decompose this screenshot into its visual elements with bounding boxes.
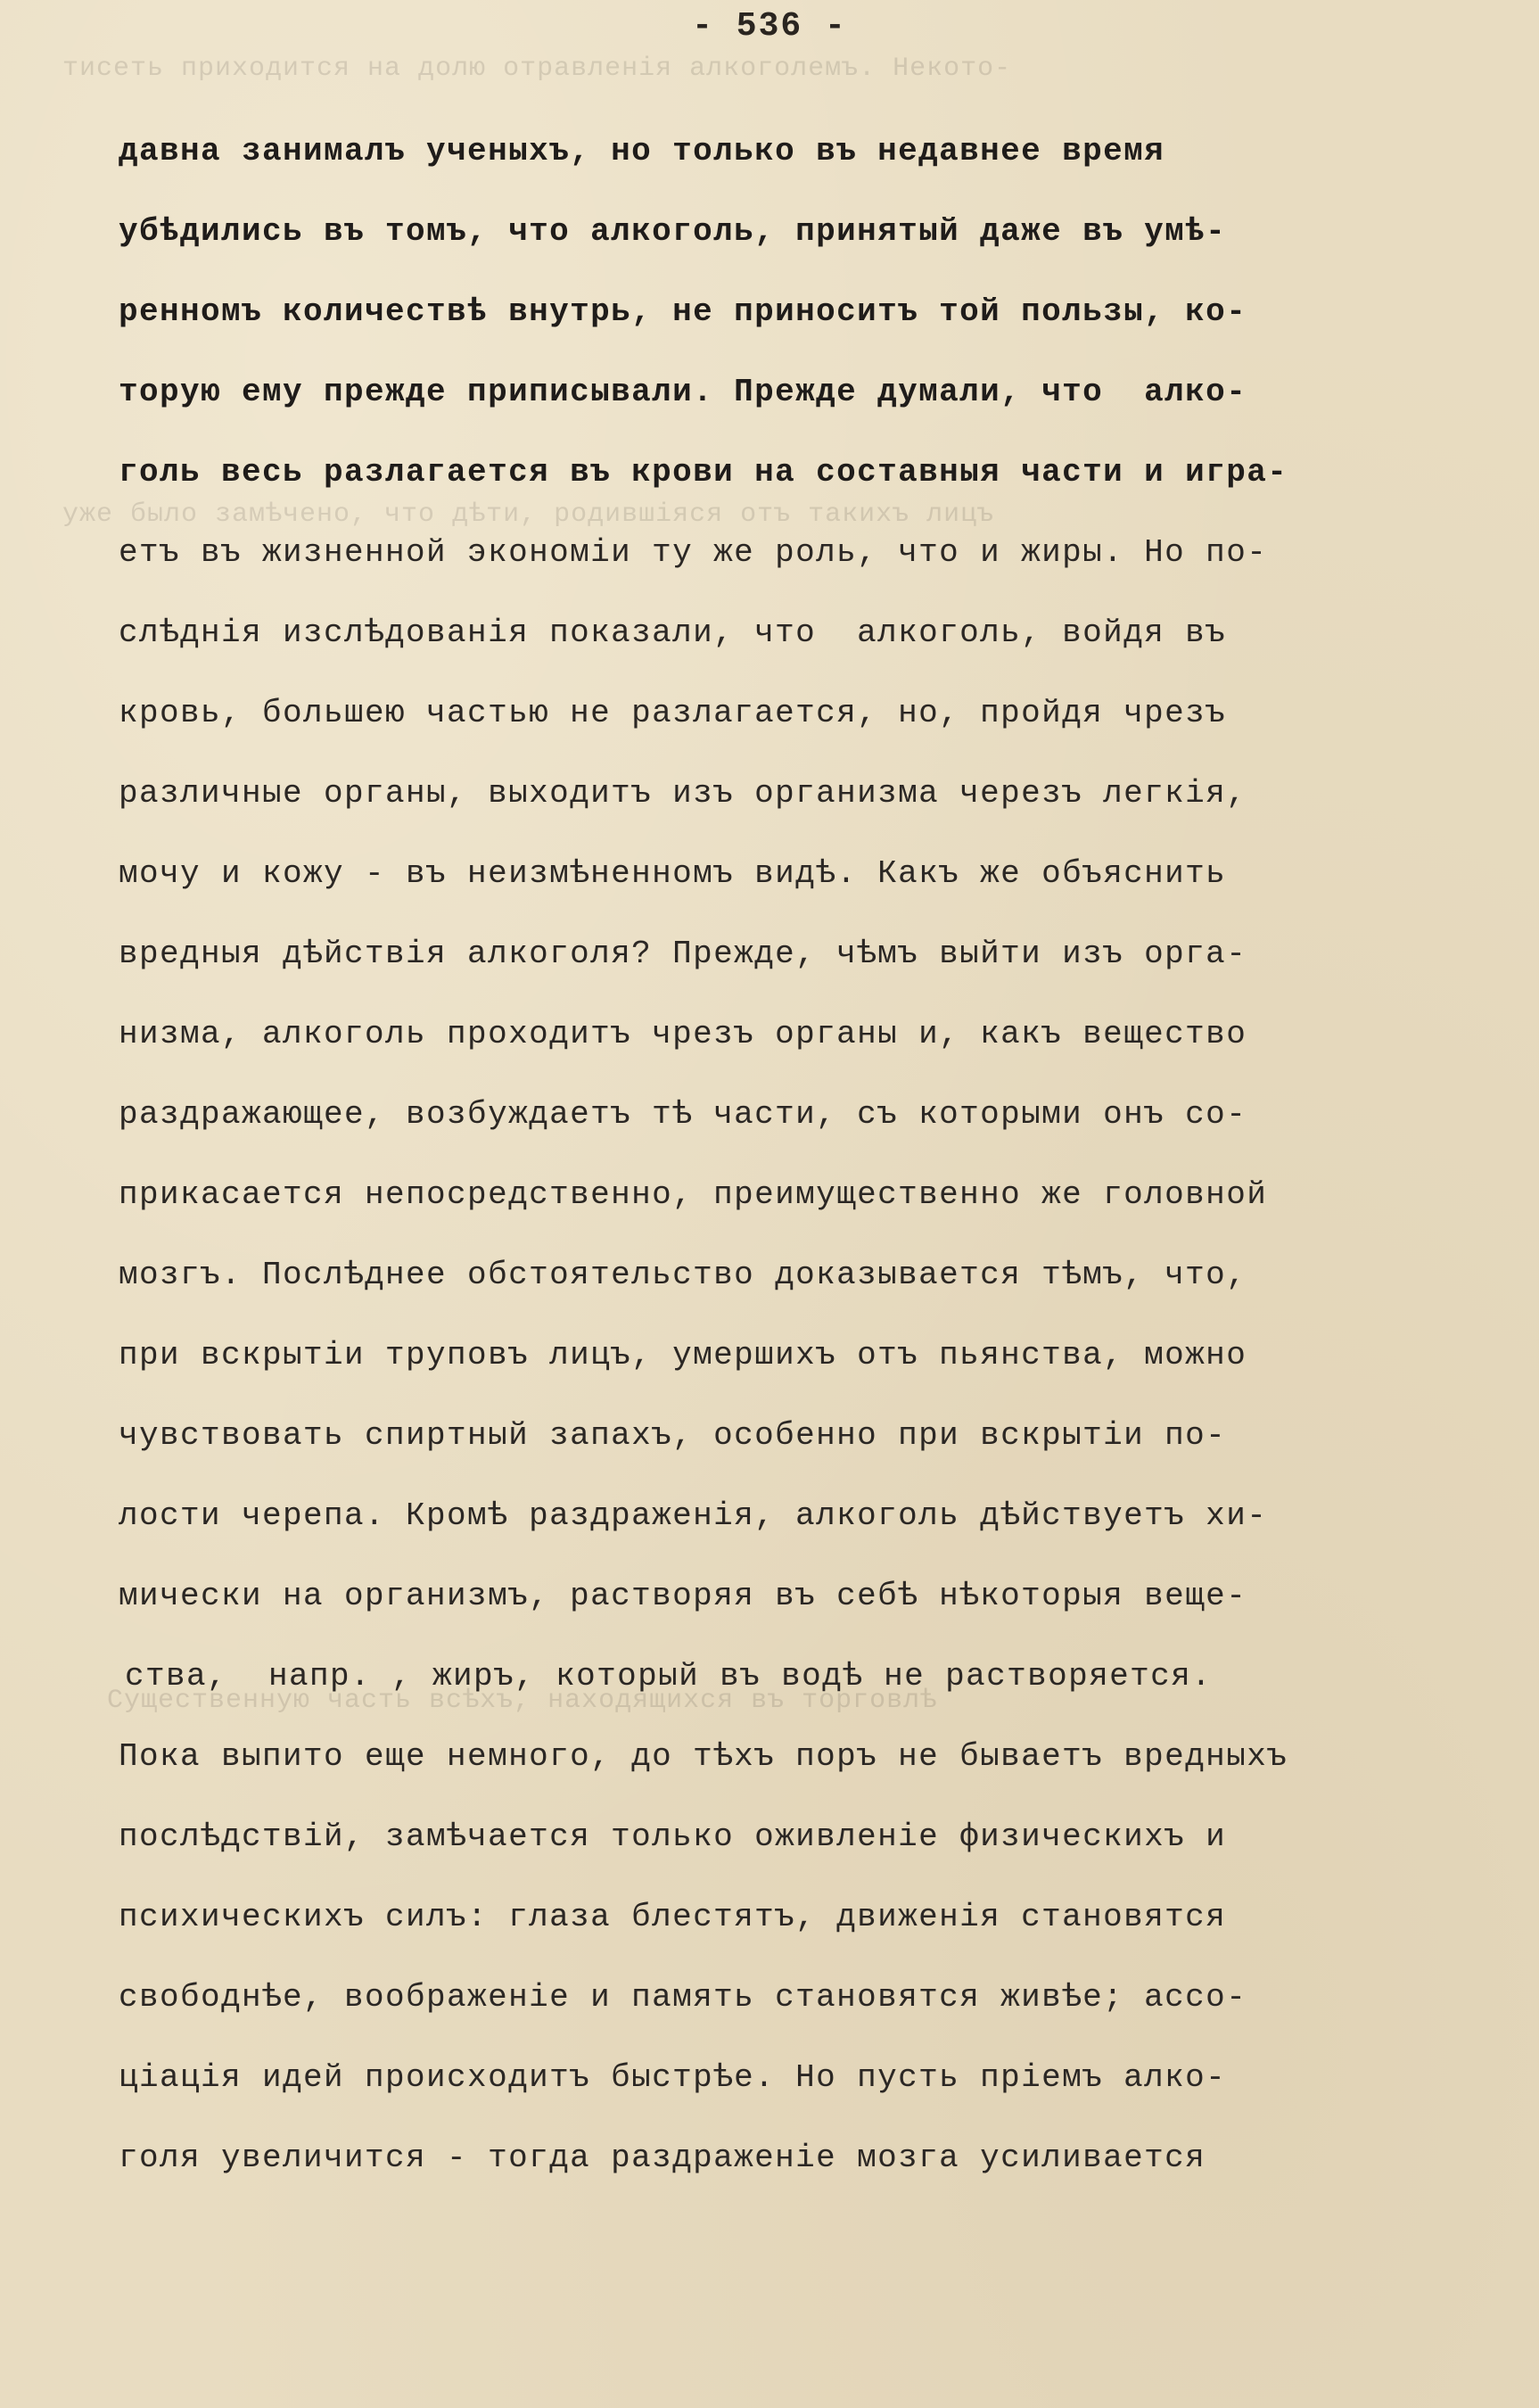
text-line-7: слѣднія изслѣдованія показали, что алкоголь, войдя въ [119,614,1227,651]
text-line-15: мозгъ. Послѣднее обстоятельство доказывается тѣмъ, что, [119,1257,1247,1293]
text-line-3: ренномъ количествѣ внутрь, не приноситъ той пользы, ко- [119,293,1247,330]
text-line-23: психическихъ силъ: глаза блестятъ, движенія становятся [119,1899,1227,1935]
text-line-26: голя увеличится - тогда раздраженіе мозга усиливается [119,2140,1206,2176]
text-line-13: раздражающее, возбуждаетъ тѣ части, съ которыми онъ со- [119,1096,1247,1133]
text-line-17: чувствовать спиртный запахъ, особенно при вскрытіи по- [119,1417,1227,1454]
text-line-9: различные органы, выходитъ изъ организма черезъ легкія, [119,775,1247,812]
text-line-6: етъ въ жизненной экономіи ту же роль, что и жиры. Но по- [119,534,1268,571]
text-line-1: давна занималъ ученыхъ, но только въ недавнее время [119,133,1165,169]
page-number: - 536 - [692,7,847,45]
bleed-through-1: тисеть приходится на долю отравленія алкоголемъ. Некото- [62,54,1012,84]
text-line-12: низма, алкоголь проходитъ чрезъ органы и, какъ вещество [119,1016,1247,1052]
text-line-8: кровь, большею частью не разлагается, но, пройдя чрезъ [119,695,1227,731]
bleed-through-3: Существенную часть всѣхъ, находящихся въ торговлѣ [107,1686,938,1716]
text-line-11: вредныя дѣйствія алкоголя? Прежде, чѣмъ выйти изъ орга- [119,936,1247,972]
text-line-19: мически на организмъ, растворяя въ себѣ нѣкоторыя веще- [119,1578,1247,1614]
text-line-10: мочу и кожу - въ неизмѣненномъ видѣ. Какъ же объяснить [119,855,1227,892]
text-line-24: свободнѣе, воображеніе и память становятся живѣе; ассо- [119,1979,1247,2016]
text-line-16: при вскрытіи труповъ лицъ, умершихъ отъ пьянства, можно [119,1337,1247,1373]
bleed-through-2: уже было замѣчено, что дѣти, родившіяся отъ такихъ лицъ [62,499,995,530]
text-line-18: лости черепа. Кромѣ раздраженія, алкоголь дѣйствуетъ хи- [119,1497,1268,1534]
text-line-22: послѣдствій, замѣчается только оживленіе физическихъ и [119,1818,1227,1855]
text-line-4: торую ему прежде приписывали. Прежде думали, что алко- [119,374,1247,410]
text-line-5: голь весь разлагается въ крови на составныя части и игра- [119,454,1288,491]
text-line-21: Пока выпито еще немного, до тѣхъ поръ не бываетъ вредныхъ [119,1738,1288,1775]
text-line-20: ства, напр. , жиръ, который въ водѣ не растворяется. [125,1658,1213,1695]
text-line-2: убѣдились въ томъ, что алкоголь, принятый даже въ умѣ- [119,213,1227,250]
text-line-25: ціація идей происходитъ быстрѣе. Но пусть пріемъ алко- [119,2059,1227,2096]
text-line-14: прикасается непосредственно, преимущественно же головной [119,1176,1268,1213]
